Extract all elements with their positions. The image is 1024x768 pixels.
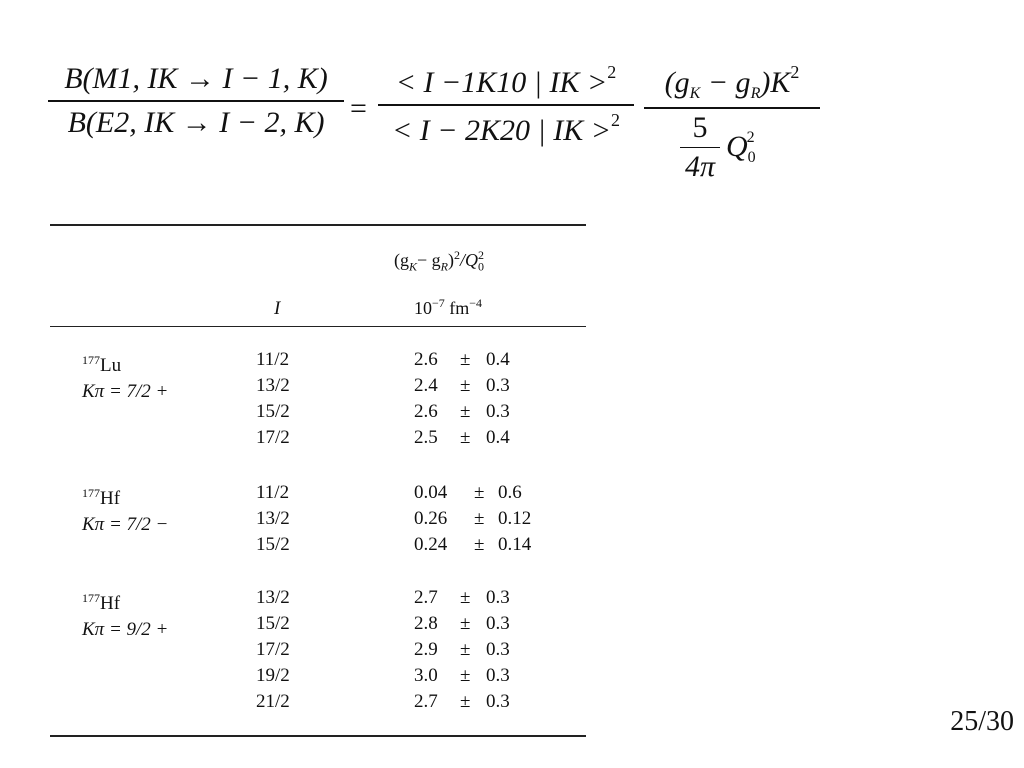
table-header (50, 226, 586, 326)
fraction-bar (48, 100, 344, 102)
table-row: 17/2 2.9 ± 0.3 (256, 639, 510, 660)
cg-numerator: < I −1K10 | IK >$^2$ (395, 62, 617, 99)
table-row: 13/2 2.4 ± 0.3 (256, 375, 510, 396)
table-row: 13/2 0.26 ± 0.12 (256, 508, 532, 529)
nuclide-label: $^{177}$Hf Kπ = 7/2 − (82, 486, 169, 535)
table-row: 15/2 2.6 ± 0.3 (256, 401, 510, 422)
gk-gr-table (50, 224, 586, 737)
q0-squared: $Q_0^2$ (726, 129, 756, 166)
table-body (50, 327, 586, 735)
header-spin: I (274, 298, 281, 319)
table-row: 11/2 0.04 ± 0.6 (256, 482, 522, 503)
table-row: 17/2 2.5 ± 0.4 (256, 427, 510, 448)
fraction-bar (378, 104, 634, 106)
table-row: 21/2 2.7 ± 0.3 (256, 691, 510, 712)
header-unit: $10^{-7}$ $fm^{-4}$ (414, 296, 483, 318)
page-number: 25/30 (950, 706, 1014, 737)
lhs-numerator: B(M1, IK → I − 1, K) (64, 62, 328, 95)
nuclide-label: $^{177}$Hf Kπ = 9/2 + (82, 591, 169, 640)
bottom-rule (50, 735, 586, 737)
table-row: 15/2 2.8 ± 0.3 (256, 613, 510, 634)
cg-denominator: < I − 2K20 | IK >$^2$ (392, 110, 620, 147)
lhs-fraction (48, 62, 344, 140)
table-row: 11/2 2.6 ± 0.4 (256, 349, 510, 370)
g-factor-denominator (644, 113, 820, 183)
small-fraction: 5 4π (680, 111, 720, 184)
g-factor-fraction (644, 62, 820, 183)
lhs-denominator: B(E2, IK → I − 2, K) (67, 106, 325, 139)
header-gk-gr-ratio: $(g_K- g_R)^2/Q_0^2$ (394, 248, 485, 274)
table-row: 19/2 3.0 ± 0.3 (256, 665, 510, 686)
nuclide-label: $^{177}$Lu Kπ = 7/2 + (82, 353, 169, 402)
table-row: 13/2 2.7 ± 0.3 (256, 587, 510, 608)
g-factor-numerator: $(g_K - g_R)K^2$ (664, 62, 800, 102)
equals-sign: = (350, 92, 367, 125)
table-row: 15/2 0.24 ± 0.14 (256, 534, 532, 555)
ratio-formula (48, 62, 848, 202)
fraction-bar (644, 107, 820, 109)
cg-fraction (378, 62, 634, 148)
